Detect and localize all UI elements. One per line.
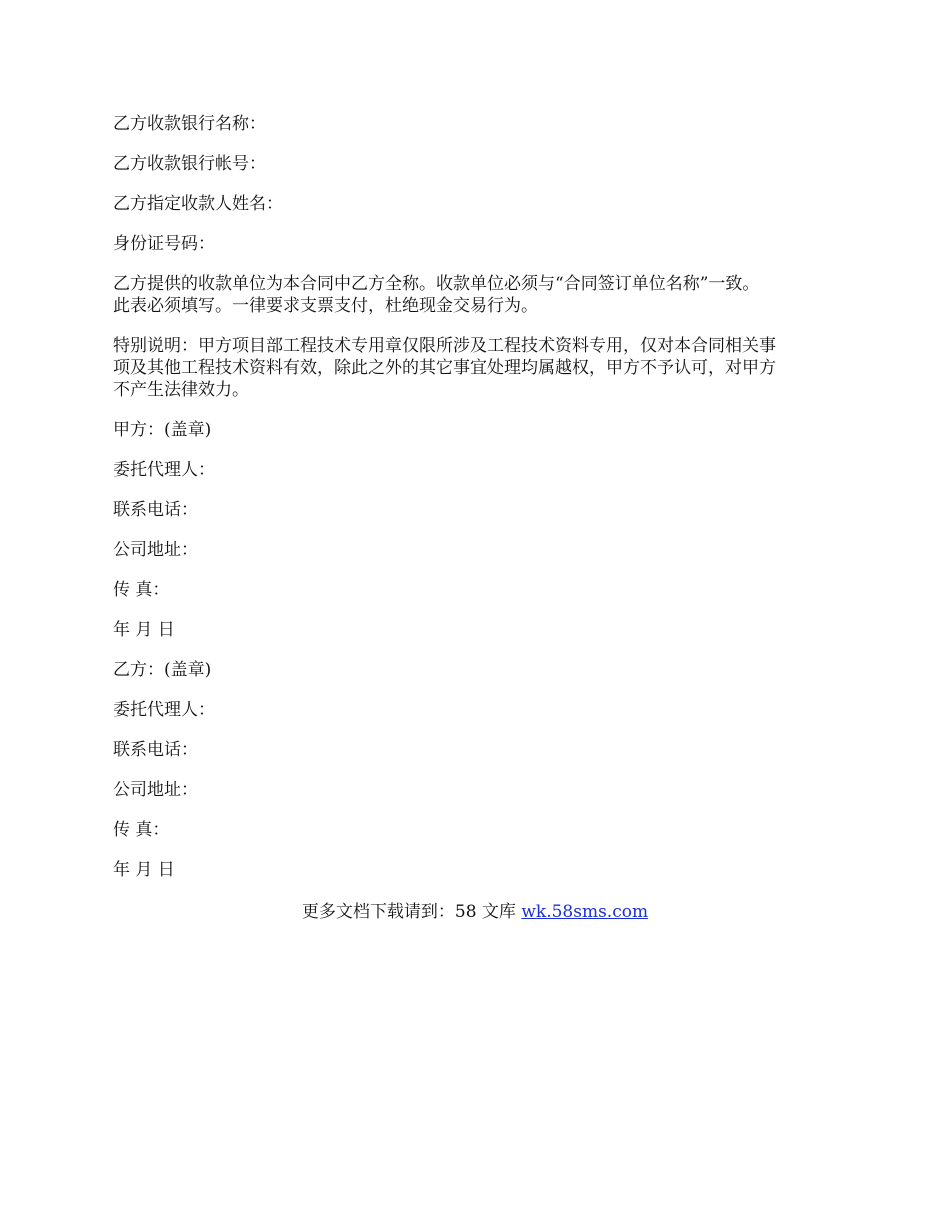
- party-a-seal: 甲方：(盖章): [113, 420, 212, 440]
- party-a-date: 年 月 日: [113, 620, 175, 640]
- document-body: [113, 113, 840, 881]
- party-a-phone: 联系电话：: [113, 500, 198, 520]
- special-note-line-1: 特别说明：甲方项目部工程技术专用章仅限所涉及工程技术资料专用，仅对本合同相关事: [113, 336, 776, 356]
- footer-text: 更多文档下载请到：58 文库: [301, 902, 522, 922]
- bank-name-label: 乙方收款银行名称：: [113, 114, 266, 134]
- special-note-paragraph: [113, 335, 840, 401]
- special-note-line-2: 项及其他工程技术资料有效，除此之外的其它事宜处理均属越权，甲方不予认可，对甲方: [113, 358, 776, 378]
- party-a-fax: 传 真：: [113, 580, 170, 600]
- payee-name-label: 乙方指定收款人姓名：: [113, 194, 283, 214]
- party-b-phone: 联系电话：: [113, 740, 198, 760]
- party-b-fax: 传 真：: [113, 820, 170, 840]
- party-a-signature-block: [113, 419, 840, 641]
- bank-account-label: 乙方收款银行帐号：: [113, 154, 266, 174]
- party-b-signature-block: [113, 659, 840, 881]
- download-footer: [0, 901, 950, 923]
- footer-link[interactable]: wk.58sms.com: [521, 902, 649, 922]
- party-b-agent: 委托代理人：: [113, 700, 215, 720]
- special-note-line-3: 不产生法律效力。: [113, 380, 249, 400]
- party-a-agent: 委托代理人：: [113, 460, 215, 480]
- payee-note-line-2: 此表必须填写。一律要求支票支付，杜绝现金交易行为。: [113, 296, 538, 316]
- id-number-label: 身份证号码：: [113, 234, 215, 254]
- party-b-seal: 乙方：(盖章): [113, 660, 212, 680]
- party-b-date: 年 月 日: [113, 860, 175, 880]
- party-a-address: 公司地址：: [113, 540, 198, 560]
- payee-note-line-1: 乙方提供的收款单位为本合同中乙方全称。收款单位必须与“合同签订单位名称”一致。: [113, 274, 760, 294]
- payee-note-paragraph: [113, 273, 840, 317]
- party-b-address: 公司地址：: [113, 780, 198, 800]
